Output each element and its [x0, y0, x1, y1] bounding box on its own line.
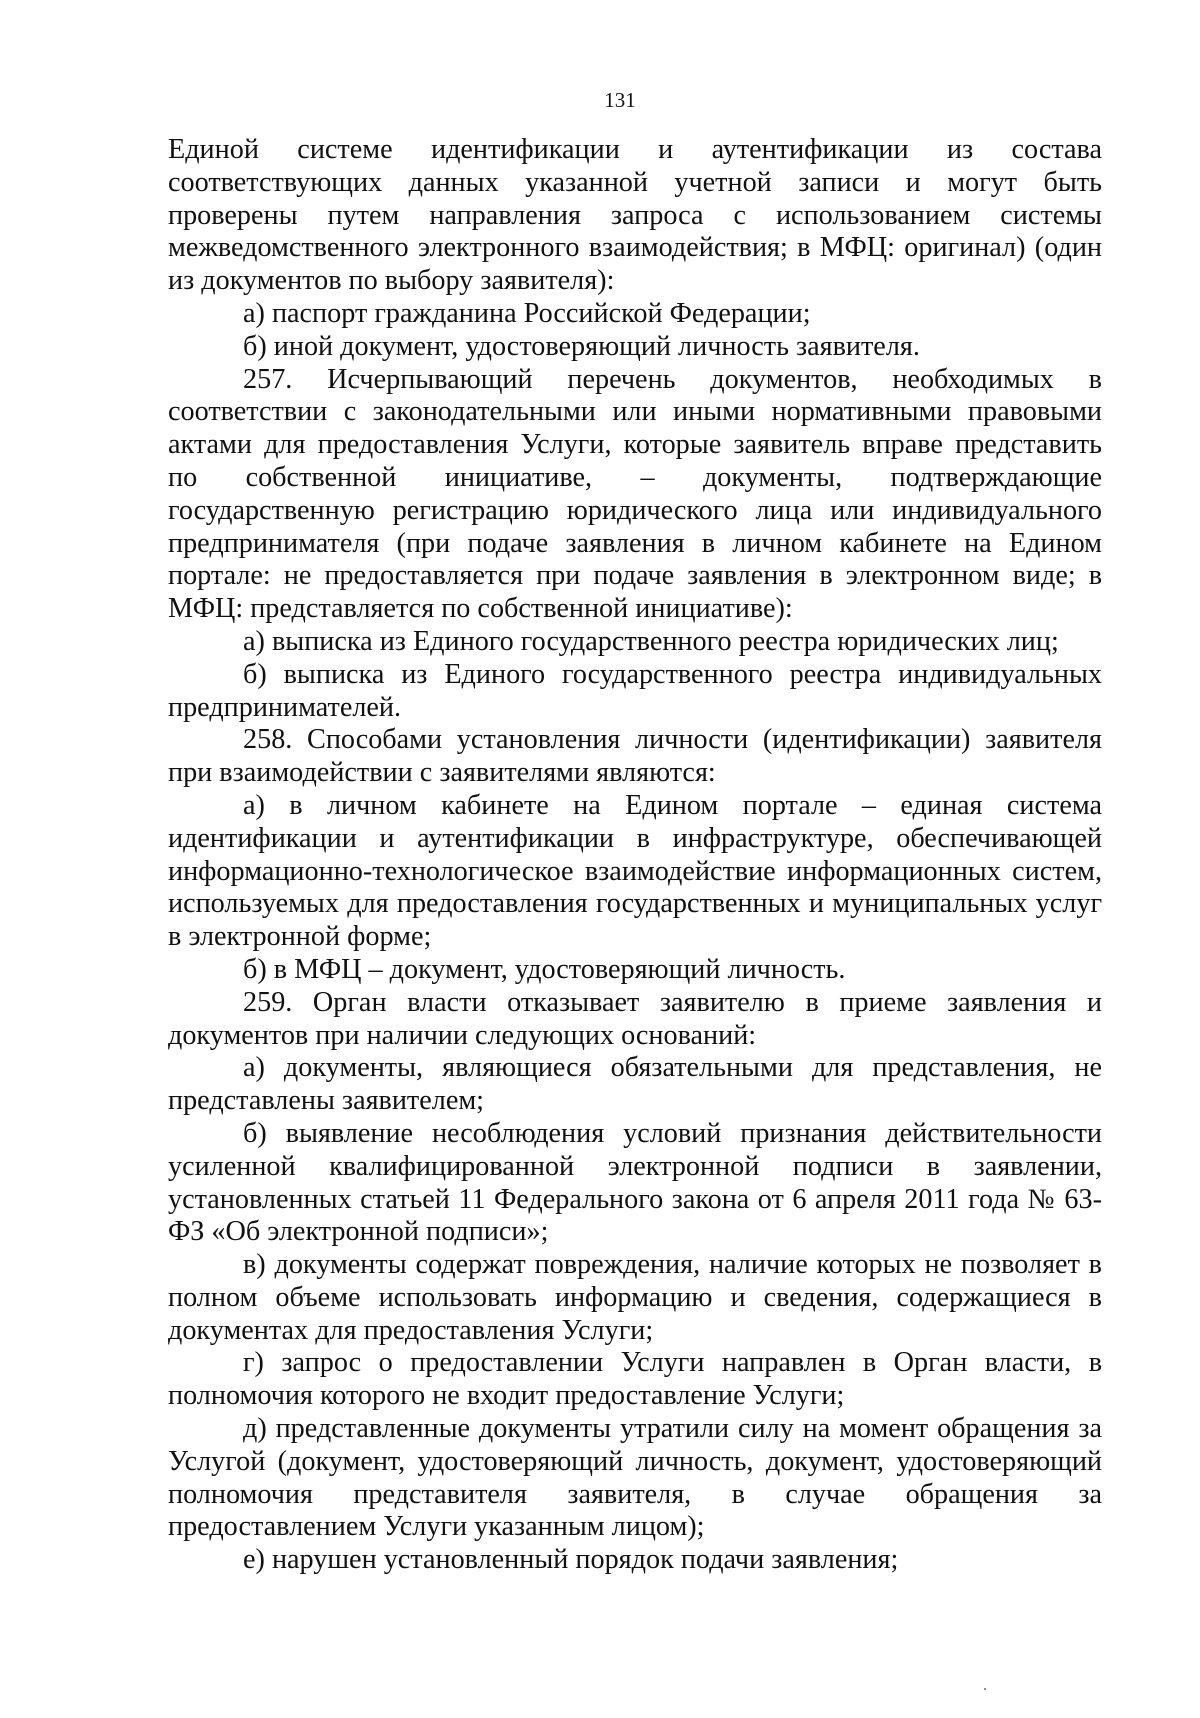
list-item-b-other-id: б) иной документ, удостоверяющий личность заявителя.: [243, 330, 920, 362]
page-number: 131: [604, 88, 636, 112]
list-item-d-expired-documents: д) представленные документы утратили силу на момент обращения за Услугой (документ, удостоверяющий личность, документ, удостоверяющий полномочия представителя заявителя, в случае обращения за предоставлением Услуги указанным лицом);: [168, 1413, 1102, 1543]
list-item-e-procedure-violated: е) нарушен установленный порядок подачи заявления;: [243, 1544, 899, 1576]
list-item-a-legal-entities-register: а) выписка из Единого государственного реестра юридических лиц;: [243, 625, 1059, 657]
scan-speck: [984, 1688, 986, 1690]
paragraph-258: 258. Способами установления личности (идентификации) заявителя при взаимодействии с заявителями являются:: [168, 724, 1102, 789]
list-item-a-unified-portal: а) в личном кабинете на Едином портале – единая система идентификации и аутентификации в инфраструктуре, обеспечивающей информационно-технологическое взаимодействие информационных систем, используемых для предоставления государственных и муниципальных услуг в электронной форме;: [168, 789, 1102, 953]
paragraph-intro-continuation: Единой системе идентификации и аутентификации из состава соответствующих данных указанной учетной записи и могут быть проверены путем направления запроса с использованием системы межведомственного электронного взаимодействия; в МФЦ: оригинал) (один из документов по выбору заявителя):: [168, 134, 1102, 297]
list-item-b-signature-invalid: б) выявление несоблюдения условий признания действительности усиленной квалифицированной электронной подписи в заявлении, установленных статьей 11 Федерального закона от 6 апреля 2011 года № 63-ФЗ «Об электронной подписи»;: [168, 1117, 1102, 1248]
list-item-v-damaged-documents: в) документы содержат повреждения, наличие которых не позволяет в полном объеме использовать информацию и сведения, содержащиеся в документах для предоставления Услуги;: [168, 1249, 1102, 1346]
paragraph-257: 257. Исчерпывающий перечень документов, необходимых в соответствии с законодательными или иными нормативными правовыми актами для предоставления Услуги, которые заявитель вправе представить по собственной инициативе, – документы, подтверждающие государственную регистрацию юридического лица или индивидуального предпринимателя (при подаче заявления в личном кабинете на Едином портале: не предоставляется при подаче заявления в электронном виде; в МФЦ: представляется по собственной инициативе):: [168, 363, 1102, 625]
document-body: [168, 134, 1102, 1577]
list-item-b-entrepreneurs-register: б) выписка из Единого государственного реестра индивидуальных предпринимателей.: [168, 658, 1102, 723]
list-item-b-mfc-id: б) в МФЦ – документ, удостоверяющий личность.: [243, 953, 846, 985]
list-item-a-passport: а) паспорт гражданина Российской Федерации;: [243, 297, 811, 329]
list-item-a-missing-documents: а) документы, являющиеся обязательными для представления, не представлены заявителем;: [168, 1052, 1102, 1117]
list-item-g-wrong-authority: г) запрос о предоставлении Услуги направлен в Орган власти, в полномочия которого не входит предоставление Услуги;: [168, 1347, 1102, 1412]
paragraph-259: 259. Орган власти отказывает заявителю в приеме заявления и документов при наличии следующих оснований:: [168, 986, 1102, 1051]
